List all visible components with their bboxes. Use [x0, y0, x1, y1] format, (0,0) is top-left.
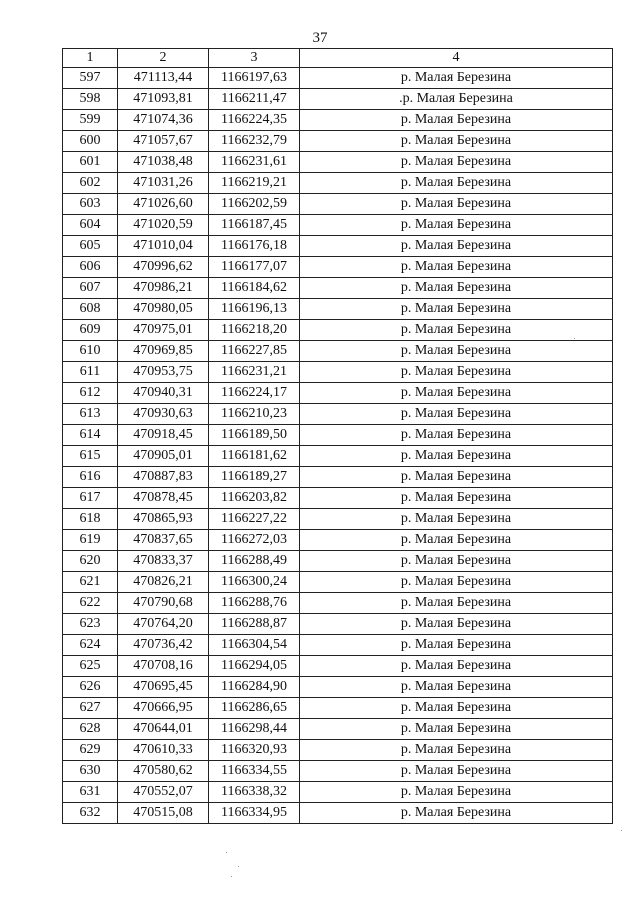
table-row [63, 782, 613, 803]
point-number-cell: 603 [63, 194, 118, 215]
description-cell: р. Малая Березина [300, 803, 613, 824]
table-row [63, 404, 613, 425]
description-cell: р. Малая Березина [300, 782, 613, 803]
table-row [63, 194, 613, 215]
table-body [63, 68, 613, 824]
point-number-cell: 598 [63, 89, 118, 110]
x-coordinate-cell: 470764,20 [118, 614, 209, 635]
description-cell: р. Малая Березина [300, 446, 613, 467]
point-number-cell: 619 [63, 530, 118, 551]
description-cell: р. Малая Березина [300, 551, 613, 572]
x-coordinate-cell: 470695,45 [118, 677, 209, 698]
description-cell: р. Малая Березина [300, 698, 613, 719]
y-coordinate-cell: 1166294,05 [209, 656, 300, 677]
y-coordinate-cell: 1166298,44 [209, 719, 300, 740]
coordinates-table [62, 48, 613, 824]
description-cell: р. Малая Березина [300, 488, 613, 509]
table-row [63, 740, 613, 761]
x-coordinate-cell: 470644,01 [118, 719, 209, 740]
scan-speck [226, 852, 227, 853]
y-coordinate-cell: 1166219,21 [209, 173, 300, 194]
y-coordinate-cell: 1166184,62 [209, 278, 300, 299]
table-row [63, 362, 613, 383]
description-cell: р. Малая Березина [300, 194, 613, 215]
y-coordinate-cell: 1166224,17 [209, 383, 300, 404]
x-coordinate-cell: 470930,63 [118, 404, 209, 425]
description-cell: р. Малая Березина [300, 362, 613, 383]
y-coordinate-cell: 1166211,47 [209, 89, 300, 110]
point-number-cell: 617 [63, 488, 118, 509]
point-number-cell: 612 [63, 383, 118, 404]
point-number-cell: 621 [63, 572, 118, 593]
table-row [63, 110, 613, 131]
x-coordinate-cell: 470826,21 [118, 572, 209, 593]
table-header [63, 49, 613, 68]
x-coordinate-cell: 470552,07 [118, 782, 209, 803]
description-cell: р. Малая Березина [300, 215, 613, 236]
x-coordinate-cell: 470865,93 [118, 509, 209, 530]
point-number-cell: 618 [63, 509, 118, 530]
y-coordinate-cell: 1166334,95 [209, 803, 300, 824]
y-coordinate-cell: 1166218,20 [209, 320, 300, 341]
point-number-cell: 626 [63, 677, 118, 698]
y-coordinate-cell: 1166203,82 [209, 488, 300, 509]
table-row [63, 320, 613, 341]
description-cell: р. Малая Березина [300, 635, 613, 656]
x-coordinate-cell: 470918,45 [118, 425, 209, 446]
description-cell: р. Малая Березина [300, 236, 613, 257]
point-number-cell: 608 [63, 299, 118, 320]
table-row [63, 173, 613, 194]
point-number-cell: 632 [63, 803, 118, 824]
point-number-cell: 622 [63, 593, 118, 614]
y-coordinate-cell: 1166227,22 [209, 509, 300, 530]
y-coordinate-cell: 1166189,27 [209, 467, 300, 488]
description-cell: р. Малая Березина [300, 257, 613, 278]
table-row [63, 257, 613, 278]
table-row [63, 131, 613, 152]
y-coordinate-cell: 1166227,85 [209, 341, 300, 362]
x-coordinate-cell: 471038,48 [118, 152, 209, 173]
table-row [63, 593, 613, 614]
description-cell: р. Малая Березина [300, 740, 613, 761]
description-cell: р. Малая Березина [300, 404, 613, 425]
y-coordinate-cell: 1166300,24 [209, 572, 300, 593]
description-cell: р. Малая Березина [300, 152, 613, 173]
x-coordinate-cell: 470580,62 [118, 761, 209, 782]
description-cell: р. Малая Березина [300, 572, 613, 593]
x-coordinate-cell: 470833,37 [118, 551, 209, 572]
point-number-cell: 616 [63, 467, 118, 488]
point-number-cell: 628 [63, 719, 118, 740]
point-number-cell: 623 [63, 614, 118, 635]
description-cell: р. Малая Березина [300, 68, 613, 89]
y-coordinate-cell: 1166224,35 [209, 110, 300, 131]
point-number-cell: 631 [63, 782, 118, 803]
x-coordinate-cell: 470887,83 [118, 467, 209, 488]
table-row [63, 236, 613, 257]
x-coordinate-cell: 470905,01 [118, 446, 209, 467]
y-coordinate-cell: 1166177,07 [209, 257, 300, 278]
point-number-cell: 611 [63, 362, 118, 383]
description-cell: р. Малая Березина [300, 383, 613, 404]
table-row [63, 656, 613, 677]
point-number-cell: 599 [63, 110, 118, 131]
table-row [63, 68, 613, 89]
point-number-cell: 610 [63, 341, 118, 362]
point-number-cell: 600 [63, 131, 118, 152]
table-row [63, 761, 613, 782]
description-cell: р. Малая Березина [300, 131, 613, 152]
table-row [63, 572, 613, 593]
y-coordinate-cell: 1166181,62 [209, 446, 300, 467]
y-coordinate-cell: 1166197,63 [209, 68, 300, 89]
y-coordinate-cell: 1166334,55 [209, 761, 300, 782]
point-number-cell: 609 [63, 320, 118, 341]
x-coordinate-cell: 471057,67 [118, 131, 209, 152]
table-row [63, 341, 613, 362]
y-coordinate-cell: 1166232,79 [209, 131, 300, 152]
x-coordinate-cell: 470975,01 [118, 320, 209, 341]
point-number-cell: 624 [63, 635, 118, 656]
y-coordinate-cell: 1166288,49 [209, 551, 300, 572]
scan-speck [574, 338, 575, 339]
x-coordinate-cell: 470953,75 [118, 362, 209, 383]
table-row [63, 509, 613, 530]
table-row [63, 698, 613, 719]
x-coordinate-cell: 470790,68 [118, 593, 209, 614]
description-cell: р. Малая Березина [300, 530, 613, 551]
description-cell: р. Малая Березина [300, 656, 613, 677]
x-coordinate-cell: 470515,08 [118, 803, 209, 824]
x-coordinate-cell: 471093,81 [118, 89, 209, 110]
table-row [63, 278, 613, 299]
description-cell: р. Малая Березина [300, 110, 613, 131]
x-coordinate-cell: 470736,42 [118, 635, 209, 656]
y-coordinate-cell: 1166338,32 [209, 782, 300, 803]
point-number-cell: 606 [63, 257, 118, 278]
point-number-cell: 627 [63, 698, 118, 719]
y-coordinate-cell: 1166187,45 [209, 215, 300, 236]
y-coordinate-cell: 1166196,13 [209, 299, 300, 320]
y-coordinate-cell: 1166176,18 [209, 236, 300, 257]
description-cell: р. Малая Березина [300, 614, 613, 635]
description-cell: р. Малая Березина [300, 509, 613, 530]
x-coordinate-cell: 470708,16 [118, 656, 209, 677]
table-row [63, 446, 613, 467]
x-coordinate-cell: 470837,65 [118, 530, 209, 551]
point-number-cell: 620 [63, 551, 118, 572]
point-number-cell: 625 [63, 656, 118, 677]
table-row [63, 530, 613, 551]
x-coordinate-cell: 470878,45 [118, 488, 209, 509]
x-coordinate-cell: 471010,04 [118, 236, 209, 257]
y-coordinate-cell: 1166231,61 [209, 152, 300, 173]
point-number-cell: 629 [63, 740, 118, 761]
scan-speck [238, 866, 239, 867]
scan-speck [231, 876, 232, 877]
point-number-cell: 614 [63, 425, 118, 446]
point-number-cell: 604 [63, 215, 118, 236]
point-number-cell: 607 [63, 278, 118, 299]
x-coordinate-cell: 471074,36 [118, 110, 209, 131]
point-number-cell: 630 [63, 761, 118, 782]
table-row [63, 803, 613, 824]
description-cell: р. Малая Березина [300, 278, 613, 299]
y-coordinate-cell: 1166288,76 [209, 593, 300, 614]
description-cell: р. Малая Березина [300, 593, 613, 614]
point-number-cell: 613 [63, 404, 118, 425]
description-cell: р. Малая Березина [300, 320, 613, 341]
table-row [63, 383, 613, 404]
y-coordinate-cell: 1166189,50 [209, 425, 300, 446]
description-cell: р. Малая Березина [300, 467, 613, 488]
description-cell: р. Малая Березина [300, 761, 613, 782]
table-row [63, 89, 613, 110]
y-coordinate-cell: 1166304,54 [209, 635, 300, 656]
x-coordinate-cell: 470666,95 [118, 698, 209, 719]
y-coordinate-cell: 1166210,23 [209, 404, 300, 425]
point-number-cell: 601 [63, 152, 118, 173]
x-coordinate-cell: 470940,31 [118, 383, 209, 404]
header-cell-x: 2 [118, 49, 209, 68]
y-coordinate-cell: 1166272,03 [209, 530, 300, 551]
description-cell: р. Малая Березина [300, 425, 613, 446]
table-row [63, 152, 613, 173]
point-number-cell: 605 [63, 236, 118, 257]
header-cell-point-number: 1 [63, 49, 118, 68]
table-row [63, 215, 613, 236]
header-cell-description: 4 [300, 49, 613, 68]
x-coordinate-cell: 470969,85 [118, 341, 209, 362]
header-row [63, 49, 613, 68]
point-number-cell: 602 [63, 173, 118, 194]
point-number-cell: 615 [63, 446, 118, 467]
x-coordinate-cell: 470610,33 [118, 740, 209, 761]
table-row [63, 614, 613, 635]
description-cell: .р. Малая Березина [300, 89, 613, 110]
x-coordinate-cell: 470980,05 [118, 299, 209, 320]
x-coordinate-cell: 471113,44 [118, 68, 209, 89]
y-coordinate-cell: 1166231,21 [209, 362, 300, 383]
description-cell: р. Малая Березина [300, 173, 613, 194]
description-cell: р. Малая Березина [300, 341, 613, 362]
table-row [63, 677, 613, 698]
table-row [63, 635, 613, 656]
header-cell-y: 3 [209, 49, 300, 68]
x-coordinate-cell: 471020,59 [118, 215, 209, 236]
table-row [63, 299, 613, 320]
y-coordinate-cell: 1166288,87 [209, 614, 300, 635]
table-row [63, 467, 613, 488]
description-cell: р. Малая Березина [300, 719, 613, 740]
y-coordinate-cell: 1166284,90 [209, 677, 300, 698]
y-coordinate-cell: 1166320,93 [209, 740, 300, 761]
scan-speck [621, 830, 622, 831]
y-coordinate-cell: 1166202,59 [209, 194, 300, 215]
y-coordinate-cell: 1166286,65 [209, 698, 300, 719]
x-coordinate-cell: 471031,26 [118, 173, 209, 194]
x-coordinate-cell: 470986,21 [118, 278, 209, 299]
table-row [63, 719, 613, 740]
x-coordinate-cell: 470996,62 [118, 257, 209, 278]
description-cell: р. Малая Березина [300, 677, 613, 698]
x-coordinate-cell: 471026,60 [118, 194, 209, 215]
description-cell: р. Малая Березина [300, 299, 613, 320]
page-number: 37 [312, 30, 328, 46]
table-row [63, 425, 613, 446]
table-row [63, 488, 613, 509]
table-row [63, 551, 613, 572]
point-number-cell: 597 [63, 68, 118, 89]
